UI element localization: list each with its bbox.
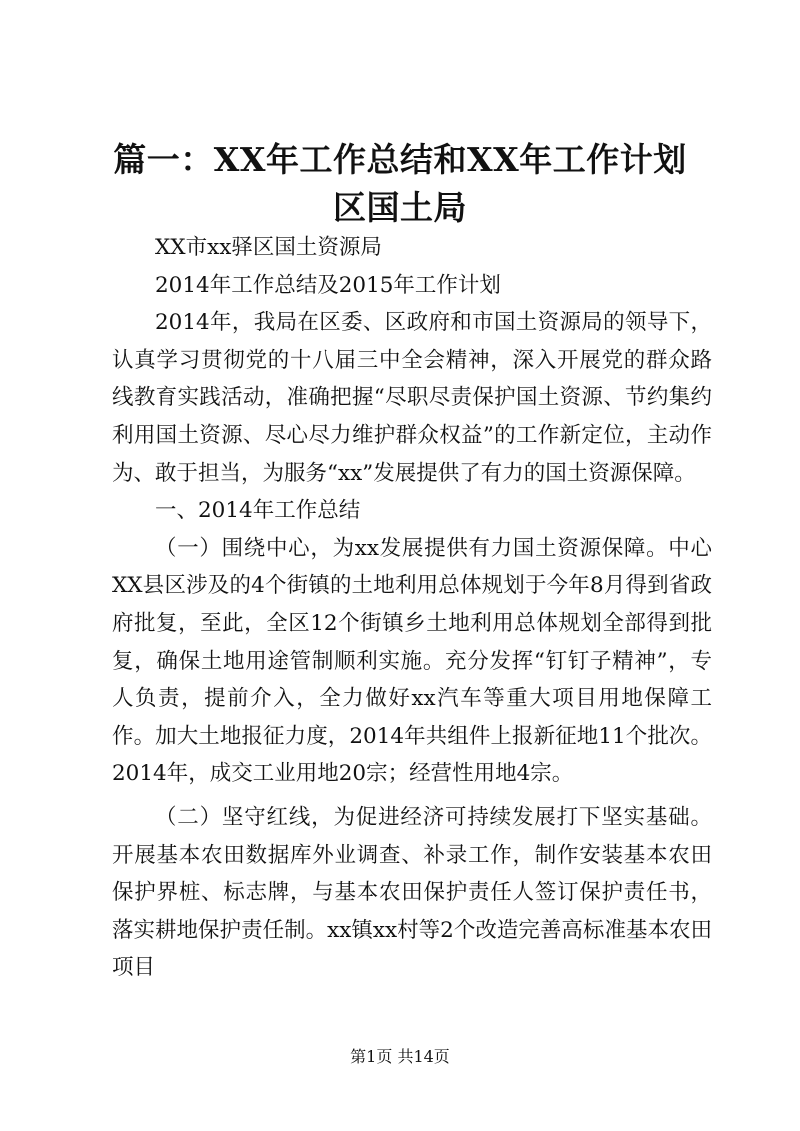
section-heading-summary: 一、2014年工作总结 bbox=[155, 498, 361, 524]
document-body bbox=[112, 229, 712, 987]
document-title: 篇一：XX年工作总结和XX年工作计划区国土局 bbox=[113, 140, 687, 227]
paragraph-section-1: （一）围绕中心，为xx发展提供有力国土资源保障。中心XX县区涉及的4个街镇的土地利用总体规划于今年8月得到省政府批复，至此，全区12个街镇乡土地利用总体规划全部得到批复，确保土地用途管制顺利实施。充分发挥“钉钉子精神”，专人负责，提前介入，全力做好xx汽车等重大项目用地保障工作。加大土地报征力度，2014年共组件上报新征地11个批次。2014年，成交工业用地20宗；经营性用地4宗。 bbox=[112, 535, 712, 787]
paragraph-intro: 2014年，我局在区委、区政府和市国土资源局的领导下，认真学习贯彻党的十八届三中全会精神，深入开展党的群众路线教育实践活动，准确把握“尽职尽责保护国土资源、节约集约利用国土资源、尽心尽力维护群众权益”的工作新定位，主动作为、敢于担当，为服务“xx”发展提供了有力的国土资源保障。 bbox=[112, 310, 712, 486]
paragraph-subtitle: 2014年工作总结及2015年工作计划 bbox=[155, 272, 501, 298]
page-footer: 第1页 共14页 bbox=[350, 1047, 450, 1066]
paragraph-organization: XX市xx驿区国土资源局 bbox=[155, 235, 382, 260]
paragraph-section-2: （二）坚守红线，为促进经济可持续发展打下坚实基础。开展基本农田数据库外业调查、补录工作，制作安装基本农田保护界桩、标志牌，与基本农田保护责任人签订保护责任书，落实耕地保护责任制。xx镇xx村等2个改造完善高标准基本农田项目 bbox=[112, 804, 712, 981]
